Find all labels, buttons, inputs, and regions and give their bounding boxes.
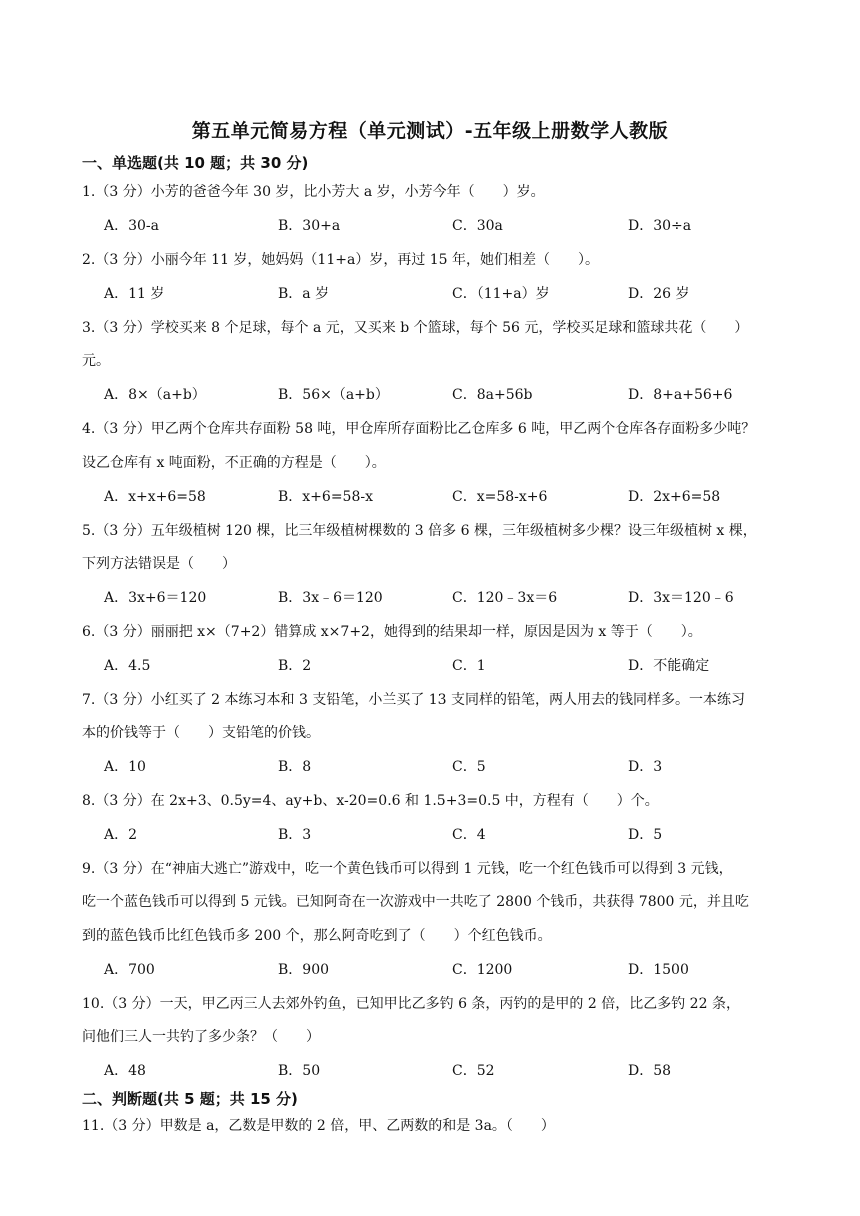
question-9-option-d: D．1500 (628, 962, 689, 978)
question-8-option-b: B．3 (278, 827, 312, 843)
question-4-text: 4.（3 分）甲乙两个仓库共存面粉 58 吨，甲仓库所存面粉比乙仓库多 6 吨，甲乙两个仓库各存面粉多少吨？ (82, 421, 756, 437)
question-1-option-b: B．30+a (278, 218, 341, 234)
question-3-option-d: D．8+a+56+6 (628, 387, 733, 403)
question-10-text-cont: 问他们三人一共钓了多少条？（ ） (82, 1029, 320, 1045)
question-11-text: 11.（3 分）甲数是 a，乙数是甲数的 2 倍，甲、乙两数的和是 3a。（ ） (82, 1118, 555, 1134)
question-9-option-a: A．700 (104, 962, 155, 978)
section-heading-true-false: 二、判断题(共 5 题；共 15 分) (82, 1090, 298, 1108)
question-4-option-a: A．x+x+6=58 (104, 489, 206, 505)
question-8-text: 8.（3 分）在 2x+3、0.5y=4、ay+b、x-20=0.6 和 1.5+3=0.5 中，方程有（ ）个。 (82, 793, 659, 809)
question-9-option-b: B．900 (278, 962, 330, 978)
question-7-option-a: A．10 (104, 759, 146, 775)
question-6-option-d: D．不能确定 (628, 658, 710, 674)
question-9-text-cont-1: 吃一个蓝色钱币可以得到 5 元钱。已知阿奇在一次游戏中一共吃了 2800 个钱币，共获得 7800 元，并且吃 (82, 894, 749, 910)
question-2-text: 2.（3 分）小丽今年 11 岁，她妈妈（11+a）岁，再过 15 年，她们相差（ ）。 (82, 252, 600, 268)
section-heading-single-choice: 一、单选题(共 10 题；共 30 分) (82, 154, 309, 172)
question-3-option-a: A．8×（a+b） (104, 387, 206, 403)
question-7-text-cont: 本的价钱等于（ ）支铅笔的价钱。 (82, 725, 320, 741)
question-9-option-c: C．1200 (452, 962, 513, 978)
question-1-option-d: D．30÷a (628, 218, 692, 234)
question-8-option-d: D．5 (628, 827, 663, 843)
question-2-option-a: A．11 岁 (104, 286, 165, 302)
question-2-option-b: B．a 岁 (278, 286, 330, 302)
question-9-text-cont-2: 到的蓝色钱币比红色钱币多 200 个，那么阿奇吃到了（ ）个红色钱币。 (82, 928, 552, 944)
question-5-option-c: C．120﹣3x＝6 (452, 590, 558, 606)
question-2-option-d: D．26 岁 (628, 286, 690, 302)
question-3-option-c: C．8a+56b (452, 387, 533, 403)
question-7-option-c: C．5 (452, 759, 486, 775)
question-10-option-c: C．52 (452, 1063, 495, 1079)
question-4-option-d: D．2x+6=58 (628, 489, 721, 505)
question-7-text: 7.（3 分）小红买了 2 本练习本和 3 支铅笔，小兰买了 13 支同样的铅笔，两人用去的钱同样多。一本练习 (82, 692, 746, 708)
question-3-text: 3.（3 分）学校买来 8 个足球，每个 a 元，又买来 b 个篮球，每个 56 元，学校买足球和篮球共花（ ） (82, 320, 749, 336)
question-5-option-b: B．3x﹣6＝120 (278, 590, 383, 606)
question-5-option-a: A．3x+6＝120 (104, 590, 207, 606)
question-5-text: 5.（3 分）五年级植树 120 棵，比三年级植树棵数的 3 倍多 6 棵，三年级植树多少棵？设三年级植树 x 棵， (82, 523, 757, 539)
question-10-option-b: B．50 (278, 1063, 321, 1079)
question-8-option-a: A．2 (104, 827, 138, 843)
question-10-text: 10.（3 分）一天，甲乙丙三人去郊外钓鱼，已知甲比乙多钓 6 条，丙钓的是甲的 2 倍，比乙多钓 22 条， (82, 996, 740, 1012)
question-6-option-a: A．4.5 (104, 658, 151, 674)
question-6-option-c: C．1 (452, 658, 486, 674)
question-4-text-cont: 设乙仓库有 x 吨面粉，不正确的方程是（ ）。 (82, 455, 386, 471)
question-2-option-c: C．（11+a）岁 (452, 286, 550, 302)
question-4-option-b: B．x+6=58-x (278, 489, 373, 505)
question-4-option-c: C．x=58-x+6 (452, 489, 548, 505)
question-1-option-a: A．30-a (104, 218, 160, 234)
question-3-text-cont: 元。 (82, 353, 110, 369)
question-9-text: 9.（3 分）在“神庙大逃亡”游戏中，吃一个黄色钱币可以得到 1 元钱，吃一个红色钱币可以得到 3 元钱， (82, 861, 733, 877)
question-10-option-d: D．58 (628, 1063, 672, 1079)
question-5-option-d: D．3x＝120﹣6 (628, 590, 734, 606)
question-10-option-a: A．48 (104, 1063, 146, 1079)
question-1-option-c: C．30a (452, 218, 503, 234)
question-8-option-c: C．4 (452, 827, 486, 843)
question-1-text: 1.（3 分）小芳的爸爸今年 30 岁，比小芳大 a 岁，小芳今年（ ）岁。 (82, 184, 545, 200)
question-6-option-b: B．2 (278, 658, 312, 674)
question-3-option-b: B．56×（a+b） (278, 387, 389, 403)
question-7-option-b: B．8 (278, 759, 312, 775)
question-5-text-cont: 下列方法错误是（ ） (82, 556, 236, 572)
page-title: 第五单元简易方程（单元测试）-五年级上册数学人教版 (191, 120, 669, 142)
question-6-text: 6.（3 分）丽丽把 x×（7+2）错算成 x×7+2，她得到的结果却一样，原因是因为 x 等于（ ）。 (82, 624, 702, 640)
question-7-option-d: D．3 (628, 759, 663, 775)
